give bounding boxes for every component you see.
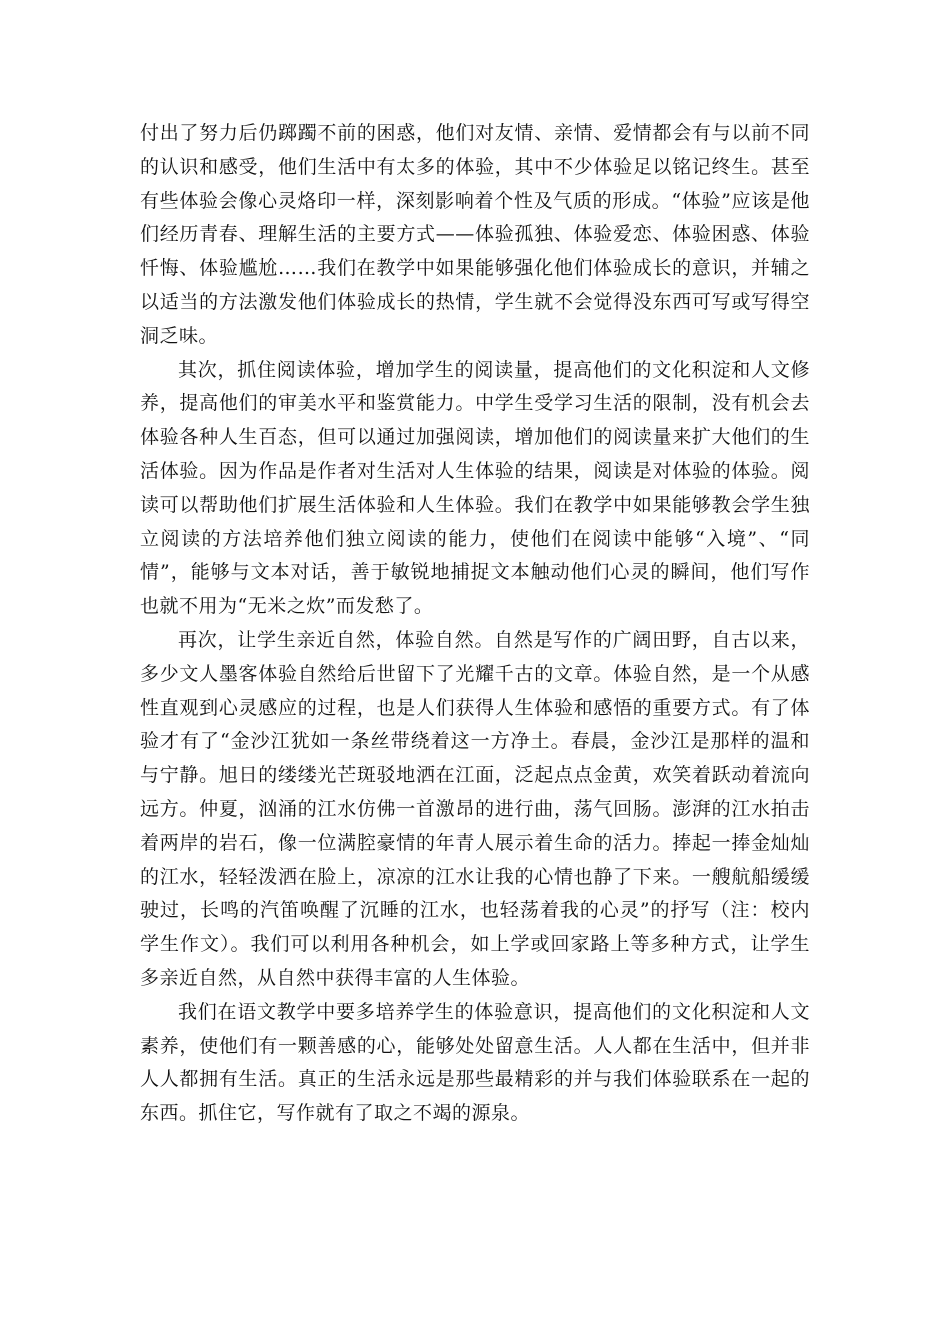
- paragraph-continued: 付出了努力后仍踯躅不前的困惑，他们对友情、亲情、爱情都会有与以前不同的认识和感受，他们生活中有太多的体验，其中不少体验足以铭记终生。甚至有些体验会像心灵烙印一样，深刻影响着个性及气质的形成。“体验”应该是他们经历青春、理解生活的主要方式——体验孤独、体验爱恋、体验困惑、体验忏悔、体验尴尬……我们在教学中如果能够强化他们体验成长的意识，并辅之以适当的方法激发他们体验成长的热情，学生就不会觉得没东西可写或写得空洞乏味。: [140, 122, 810, 347]
- paragraph-conclusion: 我们在语文教学中要多培养学生的体验意识，提高他们的文化积淀和人文素养，使他们有一颗善感的心，能够处处留意生活。人人都在生活中，但并非人人都拥有生活。真正的生活永远是那些最精彩的并与我们体验联系在一起的东西。抓住它，写作就有了取之不竭的源泉。: [140, 1000, 810, 1125]
- paragraph-reading-experience: 其次，抓住阅读体验，增加学生的阅读量，提高他们的文化积淀和人文修养，提高他们的审美水平和鉴赏能力。中学生受学习生活的限制，没有机会去体验各种人生百态，但可以通过加强阅读，增加他们的阅读量来扩大他们的生活体验。因为作品是作者对生活对人生体验的结果，阅读是对体验的体验。阅读可以帮助他们扩展生活体验和人生体验。我们在教学中如果能够教会学生独立阅读的方法培养他们独立阅读的能力，使他们在阅读中能够“入境”、“同情”，能够与文本对话，善于敏锐地捕捉文本触动他们心灵的瞬间，他们写作也就不用为“无米之炊”而发愁了。: [140, 358, 810, 618]
- document-body: [140, 117, 810, 1131]
- paragraph-nature-experience: 再次，让学生亲近自然，体验自然。自然是写作的广阔田野，自古以来，多少文人墨客体验自然给后世留下了光耀千古的文章。体验自然，是一个从感性直观到心灵感应的过程，也是人们获得人生体验和感悟的重要方式。有了体验才有了“金沙江犹如一条丝带绕着这一方净土。春晨，金沙江是那样的温和与宁静。旭日的缕缕光芒斑驳地洒在江面，泛起点点金黄，欢笑着跃动着流向远方。仲夏，汹涌的江水仿佛一首激昂的进行曲，荡气回肠。澎湃的江水拍击着两岸的岩石，像一位满腔豪情的年青人展示着生命的活力。捧起一捧金灿灿的江水，轻轻泼洒在脸上，凉凉的江水让我的心情也静了下来。一艘航船缓缓驶过，长鸣的汽笛唤醒了沉睡的江水，也轻荡着我的心灵”的抒写（注：校内学生作文）。我们可以利用各种机会，如上学或回家路上等多种方式，让学生多亲近自然，从自然中获得丰富的人生体验。: [140, 628, 810, 989]
